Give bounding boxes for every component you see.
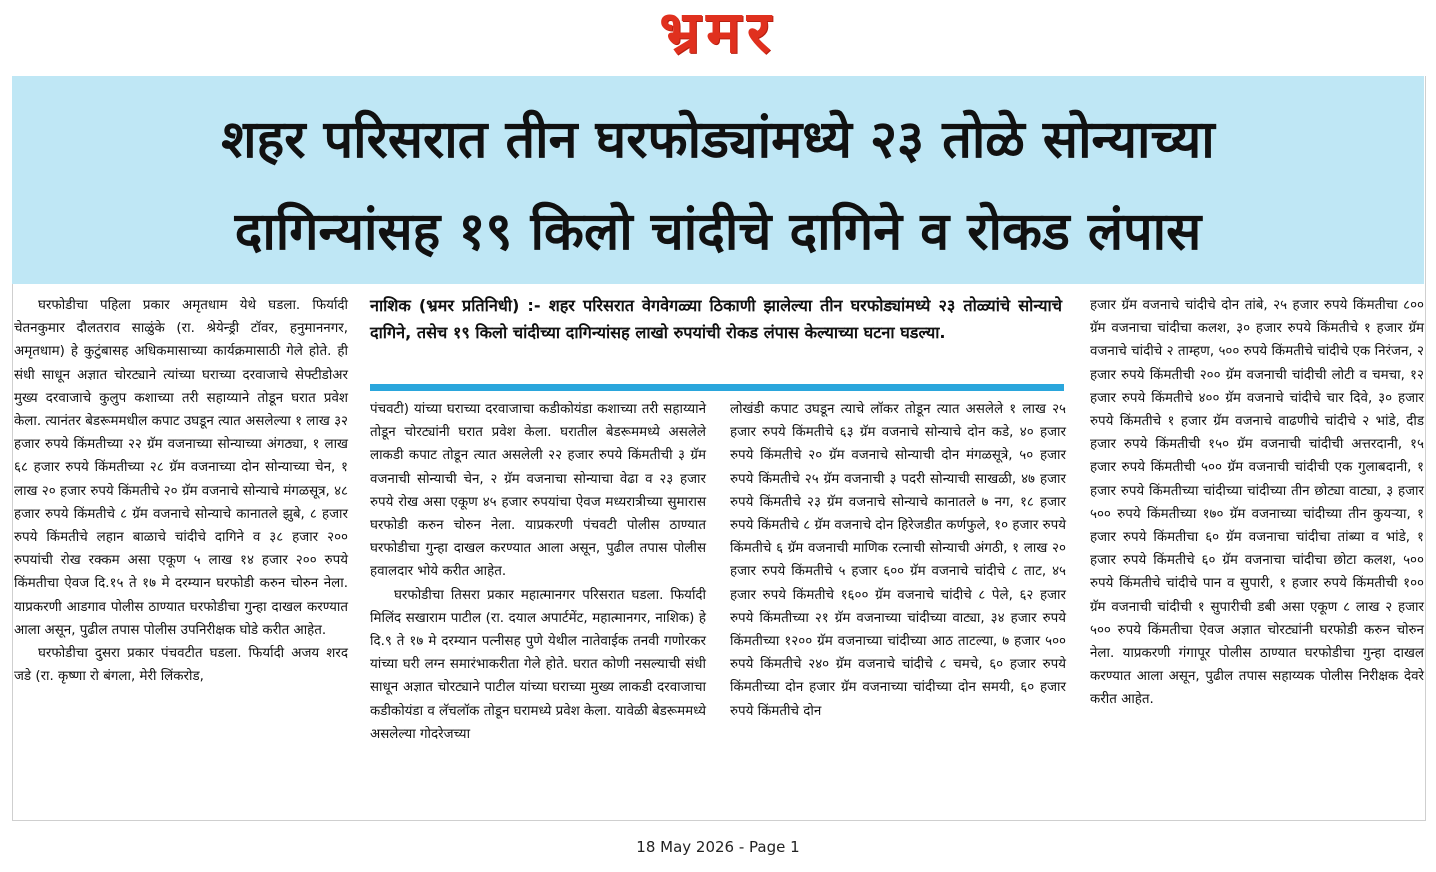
paragraph: घरफोडीचा तिसरा प्रकार महात्मानगर परिसरात घडला. फिर्यादी मिलिंद सखाराम पाटील (रा. दयाल अपार्टमेंट, महात्मानगर, नाशिक) हे दि.९ ते १७ मे दरम्यान पत्नीसह पुणे येथील नातेवाईक तनवी गणोरकर यांच्या घरी लग्न समारंभाकरीता गेले होते. घरात कोणी नसल्याची संधी साधून अज्ञात चोरट्याने पाटील यांच्या घराच्या मुख्य लाकडी दरवाजाचा कडीकोयंडा व लॅचलॉक तोडून घरामध्ये प्रवेश केला. यावेळी बेडरूममध्ये असलेल्या गोदरेजच्या [370, 587, 706, 742]
paragraph: लोखंडी कपाट उघडून त्याचे लॉकर तोडून त्यात असलेले १ लाख २५ हजार रुपये किंमतीचे ६३ ग्रॅम वजनाचे सोन्याचे दोन कडे, ४० हजार रुपये किंमतीचे २० ग्रॅम वजनाचे सोन्याची दोन मंगळसूत्रे, ५० हजार रुपये किंमतीचे २५ ग्रॅम वजनाची ३ पदरी सोन्याची साखळी, ४७ हजार रुपये किंमतीचे २३ ग्रॅम वजनाचे सोन्याचे कानातले ७ नग, १८ हजार रुपये किंमतीचे ८ ग्रॅम वजनाचे दोन हिरेजडीत कर्णफुले, १० हजार रुपये किंमतीचे ६ ग्रॅम वजनाची माणिक रत्नाची सोन्याची अंगठी, १ लाख २० हजार रुपये किंमतीचे ५ हजार ६०० ग्रॅम वजनाचे चांदीचे ८ ताट, ४५ हजार रुपये किंमतीचे १६०० ग्रॅम वजनाचे चांदीचे ८ पेले, ६२ हजार रुपये किंमतीच्या २१ ग्रॅम वजनाच्या चांदीच्या वाट्या, ३४ हजार रुपये किंमतीच्या १२०० ग्रॅम वजनाच्या चांदीच्या आठ ताटल्या, ७ हजार ५०० रुपये किंमतीचे २४० ग्रॅम वजनाचे चांदीचे ८ चमचे, ६० हजार रुपये किंमतीच्या दोन हजार ग्रॅम वजनाच्या चांदीच्या दोन समयी, ६० हजार रुपये किंमतीचे दोन [730, 402, 1066, 719]
article-intro [370, 292, 1062, 346]
page-footer: 18 May 2026 - Page 1 [636, 838, 800, 856]
paragraph: घरफोडीचा दुसरा प्रकार पंचवटीत घडला. फिर्यादी अजय शरद जडे (रा. कृष्णा रो बंगला, मेरी लिंकरोड, [14, 646, 348, 685]
paragraph: घरफोडीचा पहिला प्रकार अमृतधाम येथे घडला. फिर्यादी चेतनकुमार दौलतराव साळुंके (रा. श्रेयेन्ड्री टॉवर, हनुमाननगर, अमृतधाम) हे कुटुंबासह अधिकमासाच्या कार्यक्रमासाठी गेले होते. ही संधी साधून अज्ञात चोरट्याने त्यांच्या घराच्या दरवाजाचे सेफ्टीडोअर मुख्य दरवाजाचे कुलुप कशाच्या तरी सहाय्याने तोडून घरात प्रवेश केला. त्यानंतर बेडरूममधील कपाट उघडून त्यात असलेल्या १ लाख ३२ हजार रुपये किंमतीच्या २२ ग्रॅम वजनाच्या सोन्याच्या अंगठ्या, १ लाख ६८ हजार रुपये किंमतीच्या २८ ग्रॅम वजनाच्या दोन सोन्याच्या चेन, १ लाख २० हजार रुपये किंमतीचे २० ग्रॅम वजनाचे सोन्याचे मंगळसूत्र, ४८ हजार रुपये किंमतीचे ८ ग्रॅम वजनाचे सोन्याचे कानातले झुबे, ८ हजार रुपये किंमतीचे लहान बाळाचे चांदीचे दागिने व ३८ हजार २०० रुपयांची रोख रक्कम असा एकूण ५ लाख १४ हजार २०० रुपये किंमतीचा ऐवज दि.१५ ते १७ मे दरम्यान घरफोडी करुन चोरुन नेला. याप्रकरणी आडगाव पोलीस ठाण्यात घरफोडीचा गुन्हा दाखल करण्यात आला असून, पुढील तपास पोलीस उपनिरीक्षक घोडे करीत आहेत. [14, 298, 348, 638]
intro-text: शहर परिसरात वेगवेगळ्या ठिकाणी झालेल्या तीन घरफोड्यांमध्ये २३ तोळ्यांचे सोन्याचे दागिने, तसेच १९ किलो चांदीच्या दागिन्यांसह लाखो रुपयांची रोकड लंपास केल्याच्या घटना घडल्या. [370, 296, 1063, 342]
headline-line-2: दागिन्यांसह १९ किलो चांदीचे दागिने व रोकड लंपास [234, 202, 1202, 262]
article-column-2 [370, 398, 706, 746]
article-column-3 [730, 398, 1066, 723]
headline [12, 94, 1424, 278]
dateline: नाशिक (भ्रमर प्रतिनिधी) :- [370, 296, 541, 315]
section-divider [370, 384, 1064, 391]
masthead [0, 0, 1436, 72]
article-column-4 [1090, 294, 1424, 712]
newspaper-logo: भ्रमर [659, 0, 777, 66]
paragraph: हजार ग्रॅम वजनाचे चांदीचे दोन तांबे, २५ हजार रुपये किंमतीचा ८०० ग्रॅम वजनाचा चांदीचा कलश, ३० हजार रुपये किंमतीचे १ हजार ग्रॅम वजनाचे चांदीचे २ ताम्हण, ५०० रुपये किंमतीचे चांदीचे एक निरंजन, २ हजार रुपये किंमतीची २०० ग्रॅम वजनाची चांदीची लोटी व चमचा, १२ हजार रुपये किंमतीचे ४०० ग्रॅम वजनाचे चांदीचे चार दिवे, ३० हजार रुपये किंमतीचे १ हजार ग्रॅम वजनाचे वाढणीचे चांदीचे २ भांडे, दीड हजार रुपये किंमतीची १५० ग्रॅम वजनाची चांदीची अत्तरदानी, १५ हजार रुपये किंमतीची ५०० ग्रॅम वजनाची चांदीची एक गुलाबदानी, १ हजार रुपये किंमतीच्या चांदीच्या चांदीच्या तीन छोट्या वाट्या, ३ हजार ५०० रुपये किंमतीच्या १७० ग्रॅम वजनाच्या चांदीच्या तीन कुयऱ्या, १ हजार रुपये किंमतीचा ६० ग्रॅम वजनाचा चांदीचा तांब्या व भांडे, १ हजार रुपये किंमतीचे ६० ग्रॅम वजनाचा चांदीचा छोटा कलश, ५०० रुपये किंमतीचे चांदीचे पान व सुपारी, १ हजार रुपये किंमतीची १०० ग्रॅम वजनाची चांदीची १ सुपारीची डबी असा एकूण ८ लाख २ हजार ५०० रुपये किंमतीचा ऐवज अज्ञात चोरट्यांनी घरफोडी करुन चोरुन नेला. याप्रकरणी गंगापूर पोलीस ठाण्यात घरफोडीचा गुन्हा दाखल करण्यात आला असून, पुढील तपास सहाय्यक पोलीस निरीक्षक देवरे करीत आहेत. [1090, 298, 1424, 708]
headline-line-1: शहर परिसरात तीन घरफोड्यांमध्ये २३ तोळे सोन्याच्या [221, 110, 1215, 170]
paragraph: पंचवटी) यांच्या घराच्या दरवाजाचा कडीकोयंडा कशाच्या तरी सहाय्याने तोडून चोरट्यांनी घरात प्रवेश केला. घरातील बेडरूममध्ये असलेले लाकडी कपाट तोडून त्यात असलेली २२ हजार रुपये किंमतीची ३ ग्रॅम वजनाची सोन्याची चेन, २ ग्रॅम वजनाचा सोन्याचा वेढा व २३ हजार रुपये रोख असा एकूण ४५ हजार रुपयांचा ऐवज मध्यरात्रीच्या सुमारास घरफोडी करुन चोरुन नेला. याप्रकरणी पंचवटी पोलीस ठाण्यात घरफोडीचा गुन्हा दाखल करण्यात आला असून, पुढील तपास पोलीस हवालदार भोये करीत आहेत. [370, 402, 706, 580]
headline-banner [12, 76, 1424, 284]
article-column-1 [14, 294, 348, 688]
